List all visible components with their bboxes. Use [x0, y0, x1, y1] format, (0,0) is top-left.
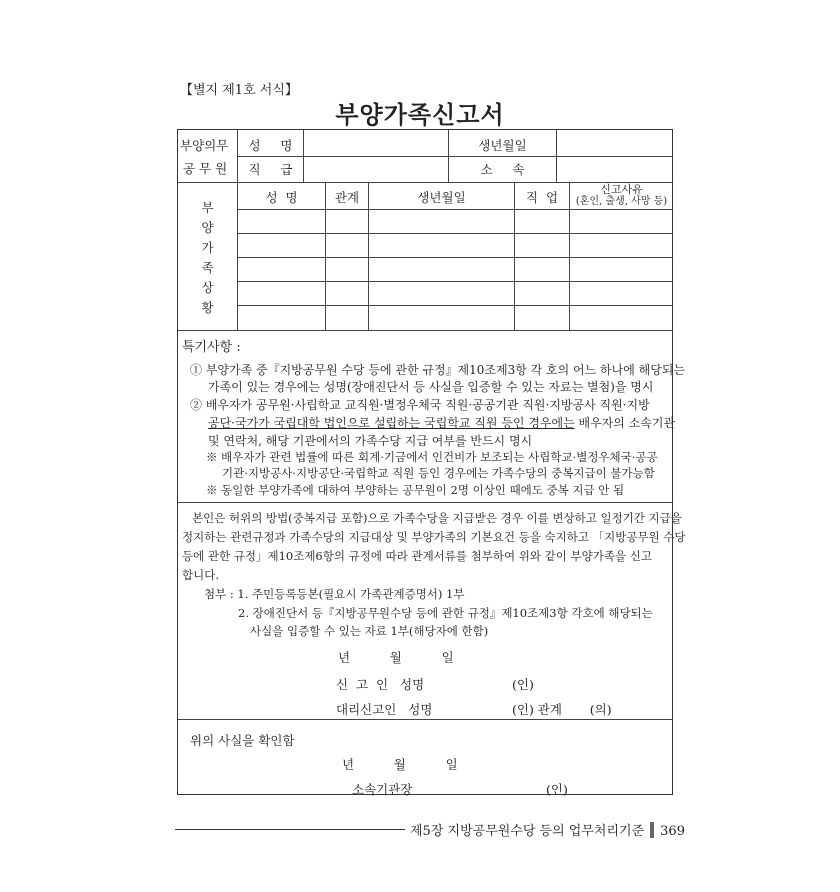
dependent-birth-header: 생년월일 — [417, 190, 466, 205]
special-item-2: ② 배우자가 공무원·사립학교 교직원·별정우체국 직원·공공기관 직원·지방공사 직원·지방 — [190, 398, 650, 412]
footer-separator — [650, 822, 654, 838]
agency-head-label: 소속기관장 — [352, 782, 413, 797]
divider — [237, 305, 673, 306]
special-notes-section — [178, 330, 685, 502]
report-date: 년 월 일 — [338, 650, 454, 665]
page-footer — [410, 820, 685, 839]
job-header: 직 업 — [525, 190, 559, 205]
declaration-line: 정지하는 관련규정과 가족수당의 지급대상 및 부양가족의 기본요건 등을 숙지하고 「지방공무원 수당 — [182, 530, 686, 544]
confirmation-text: 위의 사실을 확인함 — [190, 733, 295, 748]
department-field[interactable] — [557, 157, 672, 181]
special-notes-heading: 특기사항 : — [182, 340, 241, 355]
dependents-side-label: 부 — [201, 200, 214, 215]
attachment-1: 첨부 : 1. 주민등록등본(필요시 가족관계증명서) 1부 — [204, 587, 465, 601]
rank-field[interactable] — [304, 157, 447, 181]
birth-field[interactable] — [557, 131, 672, 155]
special-item-2-cont — [208, 414, 675, 431]
agency-head-seal: (인) — [546, 782, 568, 797]
applicant-group-label: 공 무 원 — [183, 161, 228, 176]
dependent-name-header: 성 명 — [265, 190, 298, 205]
confirmation-date: 년 월 일 — [342, 757, 458, 772]
special-item-1: ① 부양가족 중『지방공무원 수당 등에 관한 규정』제10조제3항 각 호의 어느 하나에 해당되는 — [190, 363, 685, 377]
special-note-2: ※ 동일한 부양가족에 대하여 부양하는 공무원이 2명 이상인 때에도 중복 지급 안 됨 — [206, 483, 625, 497]
divider — [178, 502, 673, 503]
dependents-side-label: 가 — [201, 240, 214, 255]
dependent-family-report-form — [177, 129, 686, 797]
rank-label: 직 급 — [248, 162, 293, 177]
proxy-seal-relation: (인) 관계 (의) — [512, 702, 612, 717]
department-label: 소 속 — [480, 162, 525, 177]
divider — [237, 257, 673, 258]
special-note-1: ※ 배우자가 관련 법률에 따른 회계·기금에서 인건비가 보조되는 사립학교·별정우체국·공공 — [206, 450, 658, 464]
relation-header: 관계 — [334, 190, 360, 205]
reason-header-note: (혼인, 출생, 사망 등) — [575, 196, 668, 207]
form-title: 부양가족신고서 — [335, 101, 505, 129]
declaration-line: 본인은 허위의 방법(중복지급 포함)으로 가족수당을 지급받은 경우 이를 변상하고 일정기간 지급을 — [192, 511, 682, 525]
declaration-line: 등에 관한 규정」제10조제6항의 규정에 따라 관계서류를 첨부하여 위와 같이 부양가족을 신고 — [182, 549, 652, 563]
divider — [237, 233, 673, 234]
dependents-side-label: 상 — [201, 280, 214, 295]
reason-header: 신고사유 — [600, 183, 643, 196]
reporter-label: 신 고 인 성명 — [336, 677, 425, 692]
special-note-1-cont: 기관·지방공사·지방공단·국립학교 직원 등인 경우에는 가족수당의 중복지급이 불가능함 — [222, 466, 655, 480]
footer-rule — [175, 829, 405, 830]
declaration-line: 합니다. — [182, 568, 219, 582]
page-number: 369 — [660, 824, 685, 839]
divider — [178, 182, 673, 183]
dependents-side-label: 황 — [201, 300, 214, 315]
proxy-reporter-label: 대리신고인 성명 — [336, 702, 433, 717]
divider — [237, 209, 673, 210]
form-number-label: 【별지 제1호 서식】 — [180, 83, 298, 98]
name-field[interactable] — [304, 131, 447, 155]
reporter-seal: (인) — [512, 677, 534, 692]
dependents-side-label: 양 — [201, 220, 214, 235]
dependents-side-label: 족 — [201, 260, 214, 275]
chapter-title: 제5장 지방공무원수당 등의 업무처리기준 — [410, 824, 645, 839]
divider — [237, 281, 673, 282]
underlined-text: 공단·국가가 국립대학 법인으로 설립하는 국립학교 직원 등인 경우에는 — [208, 416, 575, 430]
attachment-2-cont: 사실을 입증할 수 있는 자료 1부(해당자에 한함) — [250, 624, 489, 638]
name-label: 성 명 — [248, 138, 293, 153]
birth-label: 생년월일 — [478, 138, 527, 153]
special-item-2-tail: 배우자의 소속기관 — [574, 416, 676, 430]
attachment-2: 2. 장애진단서 등『지방공무원수당 등에 관한 규정』제10조제3항 각호에 해당되는 — [238, 606, 653, 620]
divider — [178, 719, 673, 720]
special-item-2-cont2: 및 연락처, 해당 기관에서의 가족수당 지급 여부를 반드시 명시 — [208, 434, 533, 448]
applicant-group-label: 부양의무 — [180, 138, 229, 153]
special-item-1-cont: 가족이 있는 경우에는 성명(장애진단서 등 사실을 입증할 수 있는 자료는 별첨)을 명시 — [208, 380, 654, 394]
